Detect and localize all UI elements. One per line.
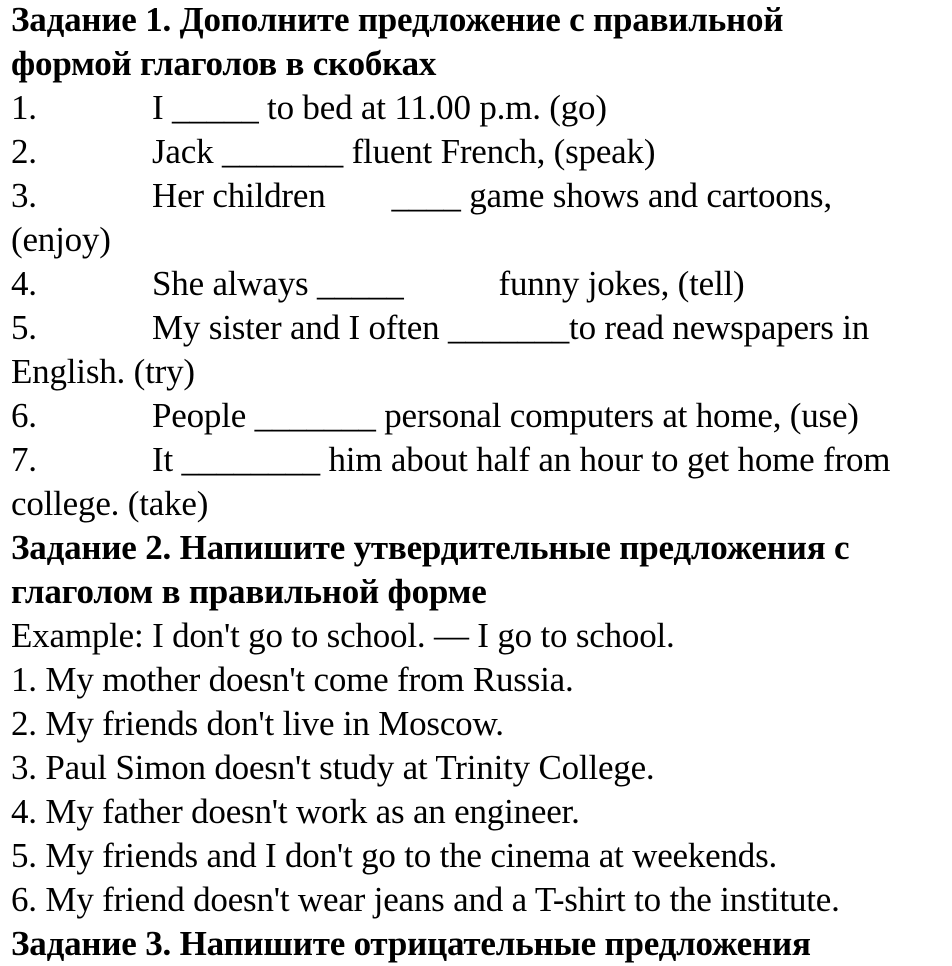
task1-item-3-continuation: (enjoy)	[11, 220, 111, 259]
item-number: 4.	[11, 264, 37, 303]
task2-item-1: 1. My mother doesn't come from Russia.	[11, 660, 574, 699]
item-text-b: funny jokes, (tell)	[498, 264, 745, 303]
task1-item-5	[11, 306, 952, 350]
task2-item-2: 2. My friends don't live in Moscow.	[11, 704, 504, 743]
item-number: 6.	[11, 396, 37, 435]
item-text-b: ____ game shows and cartoons,	[391, 176, 832, 215]
item-text: I _____ to bed at 11.00 p.m. (go)	[152, 88, 607, 127]
item-number: 5.	[11, 308, 37, 347]
item-text: Jack _______ fluent French, (speak)	[152, 132, 656, 171]
item-number: 7.	[11, 440, 37, 479]
item-text-a: Her children	[152, 176, 326, 215]
document-page	[11, 0, 952, 966]
task2-item-3: 3. Paul Simon doesn't study at Trinity College.	[11, 748, 655, 787]
task1-item-5-continuation: English. (try)	[11, 352, 195, 391]
item-text-a: She always _____	[152, 264, 404, 303]
task1-heading-line2: формой глаголов в скобках	[11, 44, 437, 83]
item-text: People _______ personal computers at home, (use)	[152, 396, 859, 435]
item-number: 3.	[11, 176, 37, 215]
task1-item-2	[11, 130, 952, 174]
task1-item-4	[11, 262, 952, 306]
item-number: 2.	[11, 132, 37, 171]
task1-item-3	[11, 174, 952, 218]
task2-heading-line1: Задание 2. Напишите утвердительные предложения с	[11, 528, 850, 567]
task3-heading-line1: Задание 3. Напишите отрицательные предложения	[11, 924, 811, 963]
task2-item-6: 6. My friend doesn't wear jeans and a T-shirt to the institute.	[11, 880, 840, 919]
item-text: It ________ him about half an hour to get home from	[152, 440, 891, 479]
task2-heading-line2: глаголом в правильной форме	[11, 572, 487, 611]
item-text: My sister and I often _______to read newspapers in	[152, 308, 870, 347]
task2-example: Example: I don't go to school. — I go to school.	[11, 616, 675, 655]
task1-item-7-continuation: college. (take)	[11, 484, 209, 523]
task1-item-1	[11, 86, 952, 130]
task2-item-5: 5. My friends and I don't go to the cinema at weekends.	[11, 836, 778, 875]
task2-item-4: 4. My father doesn't work as an engineer.	[11, 792, 580, 831]
task1-item-7	[11, 438, 952, 482]
task1-item-6	[11, 394, 952, 438]
item-number: 1.	[11, 88, 37, 127]
task1-heading-line1: Задание 1. Дополните предложение с правильной	[11, 0, 784, 39]
